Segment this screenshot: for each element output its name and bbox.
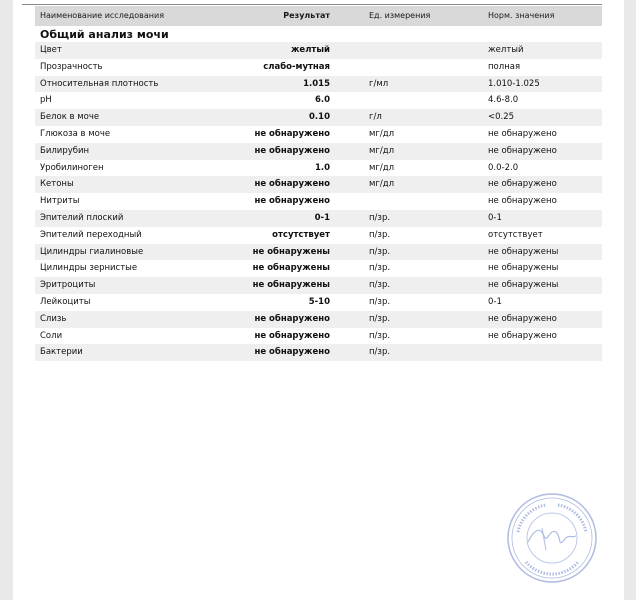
table-row bbox=[35, 42, 602, 59]
row-unit: п/зр. bbox=[369, 229, 391, 240]
results-table bbox=[35, 42, 602, 361]
row-result: 6.0 bbox=[314, 95, 330, 106]
row-reference: <0.25 bbox=[488, 112, 515, 123]
row-reference: 0-1 bbox=[488, 212, 502, 223]
table-row bbox=[35, 328, 602, 345]
row-result: желтый bbox=[290, 45, 330, 55]
header-result: Результат bbox=[283, 11, 330, 20]
table-row bbox=[35, 244, 602, 261]
seal-icon bbox=[506, 492, 598, 584]
top-divider bbox=[22, 0, 602, 5]
row-unit: п/зр. bbox=[369, 246, 391, 257]
row-name: Цвет bbox=[40, 45, 62, 55]
row-result: не обнаружено bbox=[254, 128, 330, 139]
row-name: Слизь bbox=[40, 313, 67, 324]
row-result: слабо-мутная bbox=[263, 61, 330, 72]
row-result: не обнаружено bbox=[254, 145, 330, 156]
table-row bbox=[35, 109, 602, 126]
row-reference: не обнаружено bbox=[488, 179, 557, 190]
row-name: Белок в моче bbox=[40, 112, 100, 123]
row-name: Относительная плотность bbox=[40, 78, 159, 89]
row-name: Лейкоциты bbox=[40, 296, 91, 307]
row-result: 0.10 bbox=[309, 112, 330, 123]
row-result: не обнаружено bbox=[254, 179, 330, 190]
table-row bbox=[35, 260, 602, 277]
row-name: Эпителий плоский bbox=[40, 212, 124, 223]
row-reference: 4.6-8.0 bbox=[488, 95, 519, 106]
row-name: Прозрачность bbox=[40, 61, 103, 72]
table-row bbox=[35, 143, 602, 160]
row-result: 1.015 bbox=[303, 78, 330, 89]
row-unit: мг/дл bbox=[369, 128, 395, 139]
row-unit: мг/дл bbox=[369, 179, 395, 190]
row-name: Глюкоза в моче bbox=[40, 128, 111, 139]
row-reference: полная bbox=[488, 61, 521, 72]
row-reference: 1.010-1.025 bbox=[488, 78, 540, 89]
header-unit: Ед. измерения bbox=[369, 11, 431, 20]
row-name: Бактерии bbox=[40, 347, 83, 358]
row-reference: 0.0-2.0 bbox=[488, 162, 519, 173]
row-result: не обнаружено bbox=[254, 313, 330, 324]
row-result: 0-1 bbox=[314, 212, 330, 223]
row-unit: мг/дл bbox=[369, 145, 395, 156]
row-name: Нитриты bbox=[40, 196, 80, 207]
table-row bbox=[35, 277, 602, 294]
row-result: не обнаружено bbox=[254, 347, 330, 358]
table-row bbox=[35, 344, 602, 361]
row-reference: не обнаружено bbox=[488, 145, 557, 156]
row-unit: п/зр. bbox=[369, 296, 391, 307]
table-row bbox=[35, 193, 602, 210]
row-reference: не обнаружено bbox=[488, 313, 557, 324]
row-unit: п/зр. bbox=[369, 280, 391, 291]
table-row bbox=[35, 160, 602, 177]
row-result: 5-10 bbox=[308, 296, 330, 307]
header-reference: Норм. значения bbox=[488, 11, 555, 20]
row-unit: п/зр. bbox=[369, 212, 391, 223]
table-header bbox=[35, 6, 602, 26]
table-row bbox=[35, 210, 602, 227]
row-unit: мг/дл bbox=[369, 162, 395, 173]
row-name: Соли bbox=[40, 330, 63, 341]
row-unit: п/зр. bbox=[369, 347, 391, 358]
row-name: Цилиндры зернистые bbox=[40, 263, 138, 274]
table-row bbox=[35, 227, 602, 244]
table-row bbox=[35, 294, 602, 311]
row-reference: не обнаружены bbox=[488, 280, 559, 291]
row-result: не обнаружено bbox=[254, 196, 330, 207]
row-name: Цилиндры гиалиновые bbox=[40, 246, 144, 257]
row-result: 1.0 bbox=[314, 162, 330, 173]
row-reference: желтый bbox=[488, 45, 524, 55]
row-result: отсутствует bbox=[272, 229, 330, 240]
row-reference: не обнаружены bbox=[488, 263, 559, 274]
row-reference: не обнаружено bbox=[488, 330, 557, 341]
row-reference: не обнаружены bbox=[488, 246, 559, 257]
row-unit: г/л bbox=[369, 112, 382, 123]
row-name: Уробилиноген bbox=[40, 162, 104, 173]
row-reference: не обнаружено bbox=[488, 128, 557, 139]
header-name: Наименование исследования bbox=[40, 11, 165, 20]
row-name: Билирубин bbox=[40, 145, 90, 156]
row-unit: г/мл bbox=[369, 78, 389, 89]
row-name: Эпителий переходный bbox=[40, 229, 142, 240]
table-row bbox=[35, 176, 602, 193]
table-row bbox=[35, 59, 602, 76]
table-row bbox=[35, 311, 602, 328]
row-result: не обнаружены bbox=[252, 263, 330, 274]
row-result: не обнаружено bbox=[254, 330, 330, 341]
row-unit: п/зр. bbox=[369, 313, 391, 324]
row-reference: отсутствует bbox=[488, 229, 543, 240]
row-reference: не обнаружено bbox=[488, 196, 557, 207]
section-title: Общий анализ мочи bbox=[40, 28, 169, 41]
row-unit: п/зр. bbox=[369, 263, 391, 274]
table-row bbox=[35, 76, 602, 93]
row-reference: 0-1 bbox=[488, 296, 502, 307]
row-name: Эритроциты bbox=[40, 280, 96, 291]
row-result: не обнаружены bbox=[252, 280, 330, 291]
table-row bbox=[35, 126, 602, 143]
row-name: pH bbox=[40, 95, 52, 106]
row-unit: п/зр. bbox=[369, 330, 391, 341]
table-row bbox=[35, 92, 602, 109]
row-name: Кетоны bbox=[40, 179, 74, 190]
row-result: не обнаружены bbox=[252, 246, 330, 257]
